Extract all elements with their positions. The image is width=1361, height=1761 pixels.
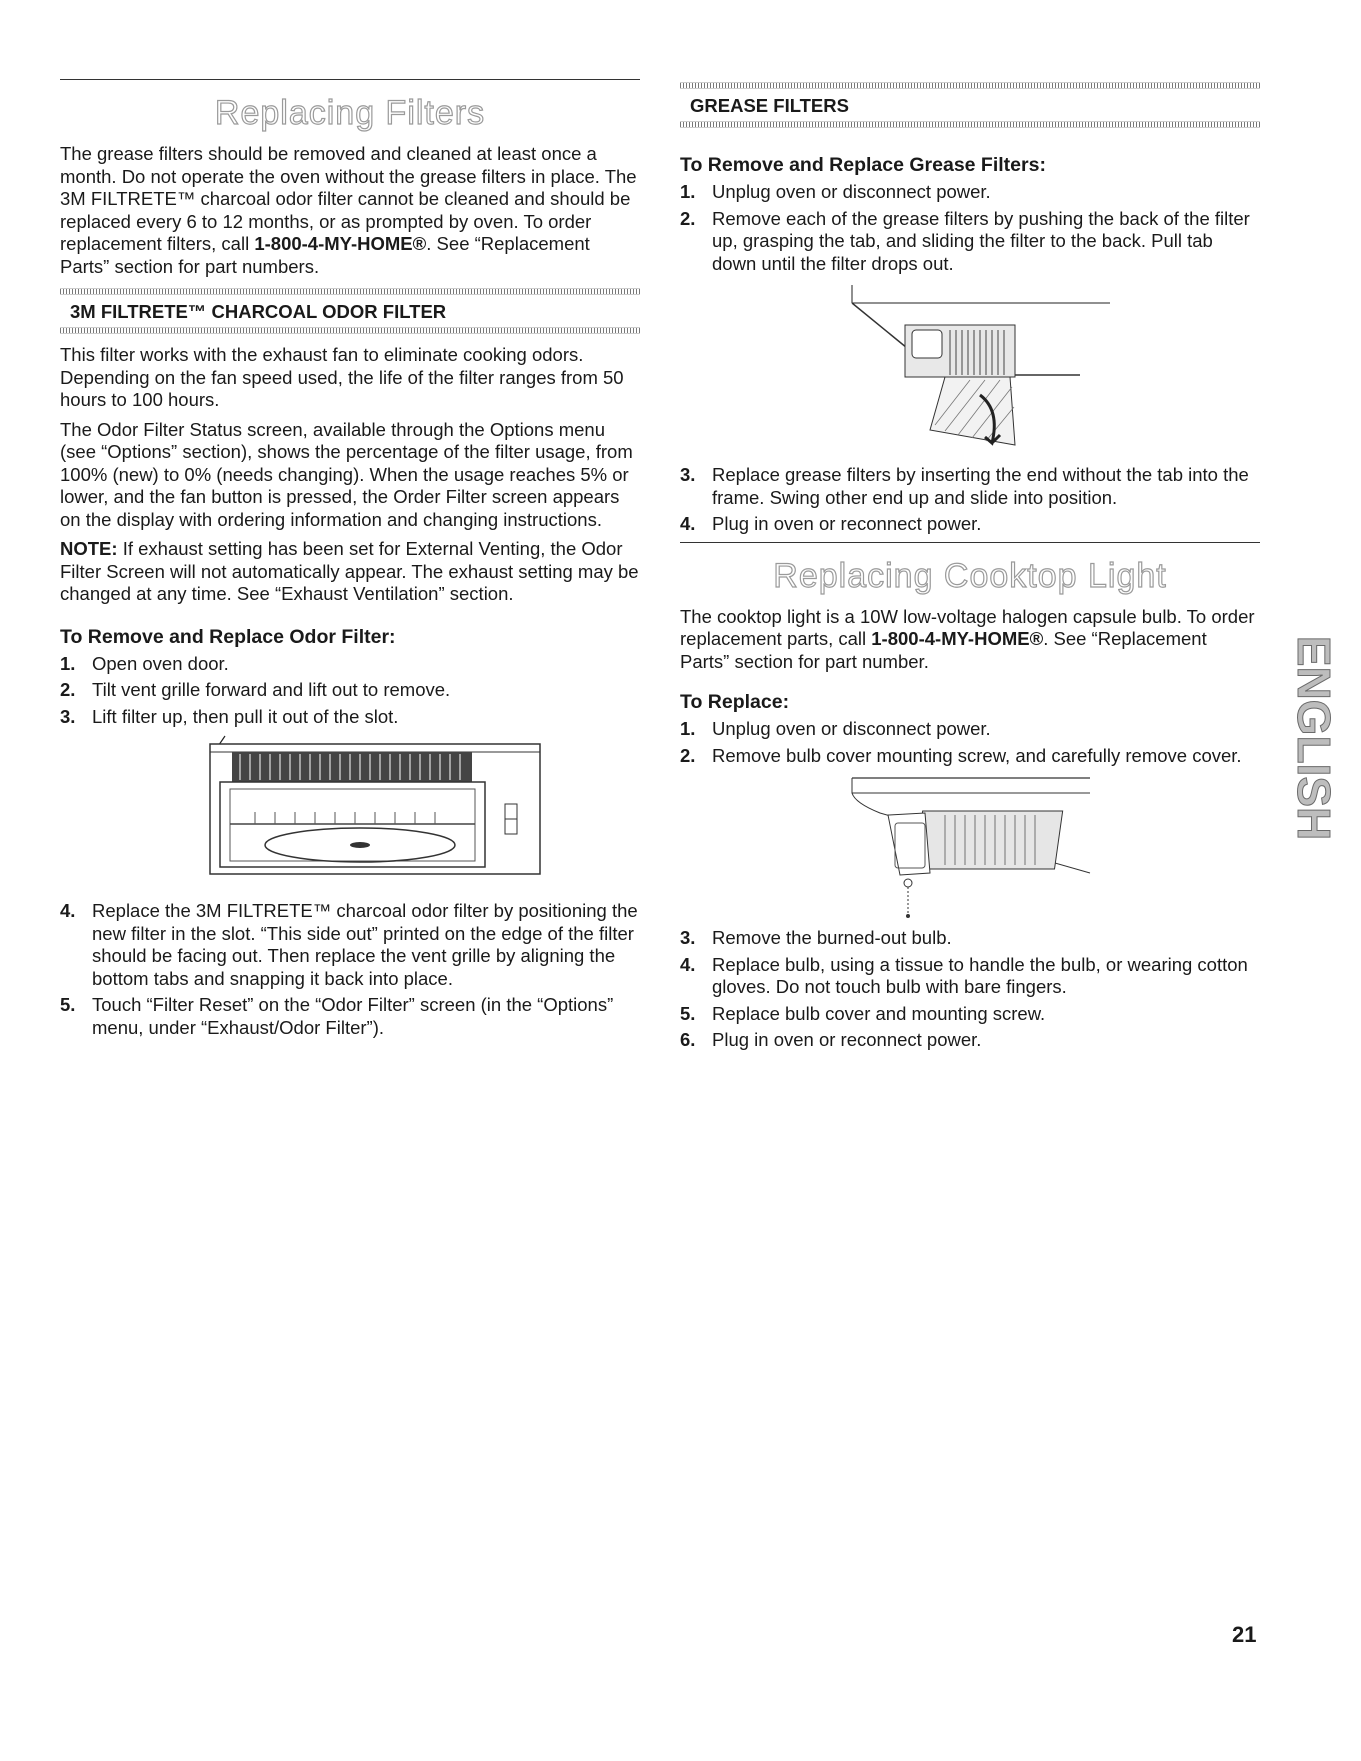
intro-paragraph <box>60 143 640 278</box>
list-item <box>680 181 1260 204</box>
light-intro-paragraph <box>680 606 1260 674</box>
grease-steps-list-a <box>680 181 1260 275</box>
hatch-rule <box>680 82 1260 89</box>
light-steps-list-a <box>680 718 1260 767</box>
step-number: 3. <box>680 464 696 485</box>
step-number: 2. <box>60 679 76 700</box>
list-item <box>680 954 1260 999</box>
page-number: 21 <box>1232 1622 1257 1647</box>
english-tab-graphic <box>1285 628 1335 848</box>
hatch-rule <box>60 288 640 295</box>
list-item <box>680 513 1260 536</box>
step-number: 2. <box>680 207 696 229</box>
step-text: Tilt vent grille forward and lift out to remove. <box>92 679 451 700</box>
step-text: Remove bulb cover mounting screw, and carefully remove cover. <box>712 744 1242 766</box>
light-steps-list-b <box>680 927 1260 1052</box>
note-paragraph <box>60 538 640 606</box>
light-intro-text-a: The cooktop light is a 10W low-voltage halogen capsule bulb. To order replacement parts, call <box>680 605 1255 649</box>
step-number: 4. <box>680 953 696 975</box>
list-item <box>60 994 640 1039</box>
step-text: Replace grease filters by inserting the end without the tab into the frame. Swing other end up and slide into position. <box>712 464 1249 508</box>
step-text: Remove the burned-out bulb. <box>712 927 952 948</box>
step-number: 6. <box>680 1029 696 1050</box>
odor-steps-list-b <box>60 900 640 1039</box>
list-item <box>60 706 640 729</box>
list-item <box>680 1029 1260 1052</box>
note-label: NOTE: <box>60 538 118 559</box>
step-number: 3. <box>680 927 696 948</box>
step-number: 3. <box>60 705 76 727</box>
intro-phone: 1-800-4-MY-HOME® <box>254 233 427 254</box>
list-item <box>60 653 640 676</box>
grease-filters-header-block <box>680 82 1260 128</box>
cooktop-light-illustration <box>680 773 1260 923</box>
hatch-rule <box>60 327 640 334</box>
list-item <box>680 718 1260 741</box>
odor-filter-heading: 3M FILTRETE™ CHARCOAL ODOR FILTER <box>70 301 447 322</box>
step-number: 4. <box>60 900 76 921</box>
grease-steps-list-b <box>680 464 1260 536</box>
step-number: 4. <box>680 513 696 534</box>
intro-text-a: The grease filters should be removed and cleaned at least once a month. Do not operate the oven without the grease filters in place. The 3M FILTRETE™ charcoal odor filter cannot be cleaned and should be replaced every 6 to 12 months, or as prompted by oven. To order replacement filters, call <box>60 143 637 254</box>
odor-paragraph-2: The Odor Filter Status screen, available through the Options menu (see “Options” section), shows the percentage of the filter usage, from 100% (new) to 0% (needs changing). When the usage reaches 5% or lower, and the fan button is pressed, the Order Filter screen appears on the display with ordering information and changing instructions. <box>60 418 633 530</box>
cooktop-light-image <box>680 773 1260 923</box>
step-number: 5. <box>680 1002 696 1024</box>
right-column <box>680 0 1260 1058</box>
step-number: 1. <box>680 181 696 202</box>
grease-filter-illustration <box>680 285 1260 460</box>
oven-odor-filter-image <box>60 734 640 884</box>
step-text: Plug in oven or reconnect power. <box>712 513 982 534</box>
step-text: Remove each of the grease filters by pushing the back of the filter up, grasping the tab, and sliding the filter to the back. Pull tab down until the filter drops out. <box>712 207 1250 274</box>
list-item <box>680 745 1260 768</box>
step-text: Replace bulb, using a tissue to handle the bulb, or wearing cotton gloves. Do not touch bulb with bare fingers. <box>712 953 1248 997</box>
list-item <box>680 927 1260 950</box>
grease-filter-image <box>680 285 1260 460</box>
step-number: 1. <box>680 718 696 739</box>
section-title-replacing-filters: Replacing Filters <box>214 94 486 132</box>
step-text: Plug in oven or reconnect power. <box>712 1029 982 1050</box>
odor-steps-list-a <box>60 653 640 729</box>
step-number: 1. <box>60 652 76 674</box>
section-title-replacing-cooktop-light: Replacing Cooktop Light <box>773 556 1167 595</box>
top-rule-left <box>60 0 640 80</box>
note-text: If exhaust setting has been set for External Venting, the Odor Filter Screen will not automatically appear. The exhaust setting may be changed at any time. See “Exhaust Ventilation” section. <box>60 538 639 604</box>
intro-text-b: . See “Replacement Parts” section for part numbers. <box>60 233 590 277</box>
light-intro-text-b: . See “Replacement Parts” section for part number. <box>680 628 1207 672</box>
english-tab-label: ENGLISH <box>1287 635 1335 841</box>
language-side-tab <box>1285 628 1335 848</box>
section-rule-right <box>680 542 1260 543</box>
odor-paragraph-1: This filter works with the exhaust fan to eliminate cooking odors. Depending on the fan speed used, the life of the filter ranges from 50 hours to 100 hours. <box>60 344 624 410</box>
step-text: Unplug oven or disconnect power. <box>712 718 991 739</box>
light-procedure-heading: To Replace: <box>680 691 790 713</box>
odor-procedure-heading: To Remove and Replace Odor Filter: <box>60 625 396 648</box>
left-column <box>60 0 640 1045</box>
step-text: Unplug oven or disconnect power. <box>712 181 991 202</box>
odor-filter-illustration <box>60 734 640 884</box>
list-item <box>680 464 1260 509</box>
step-text: Replace the 3M FILTRETE™ charcoal odor filter by positioning the new filter in the slot. “This side out” printed on the edge of the filter should be facing out. Then replace the vent grille by aligning the bottom tabs and snapping it back into place. <box>92 900 638 989</box>
hatch-rule <box>680 121 1260 128</box>
step-number: 2. <box>680 744 696 766</box>
list-item <box>680 1003 1260 1026</box>
step-text: Open oven door. <box>92 652 229 674</box>
grease-filters-heading: GREASE FILTERS <box>690 95 849 116</box>
light-intro-phone: 1-800-4-MY-HOME® <box>871 628 1044 649</box>
step-number: 5. <box>60 994 76 1015</box>
list-item <box>680 208 1260 276</box>
odor-filter-header-block <box>60 288 640 334</box>
list-item <box>60 679 640 702</box>
step-text: Lift filter up, then pull it out of the slot. <box>92 705 399 727</box>
step-text: Touch “Filter Reset” on the “Odor Filter” screen (in the “Options” menu, under “Exhaust/Odor Filter”). <box>92 994 614 1038</box>
list-item <box>60 900 640 990</box>
grease-procedure-heading: To Remove and Replace Grease Filters: <box>680 154 1046 176</box>
step-text: Replace bulb cover and mounting screw. <box>712 1002 1046 1024</box>
